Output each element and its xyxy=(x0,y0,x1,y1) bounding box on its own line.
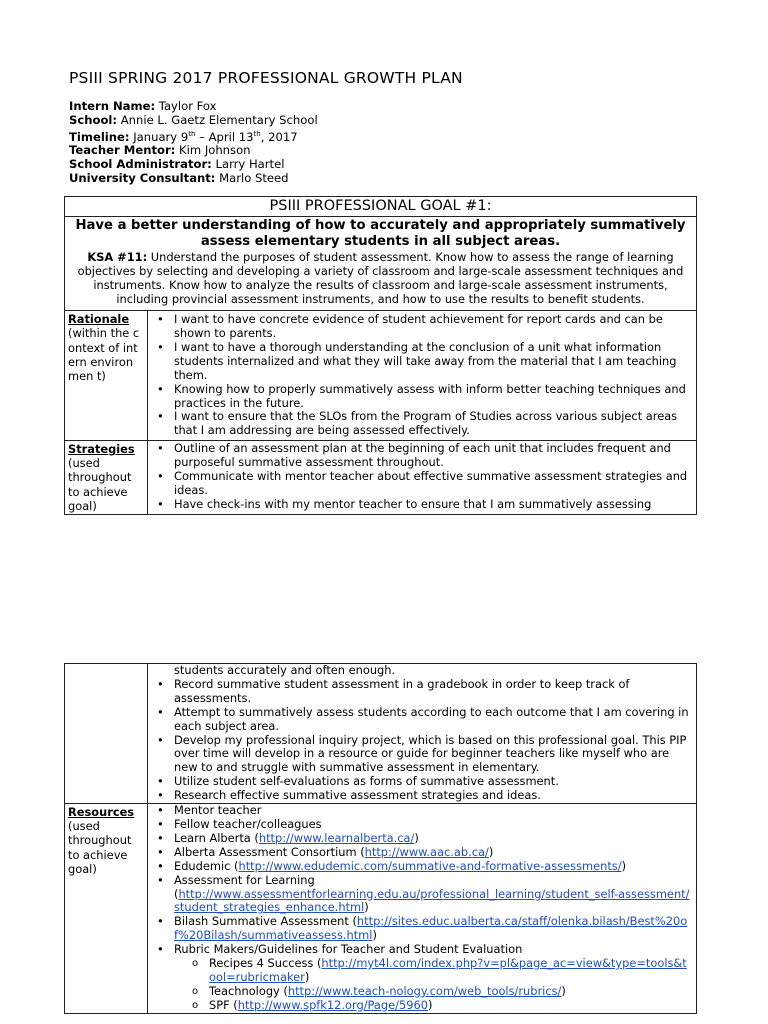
strategies-continued-label-cell xyxy=(65,664,148,804)
list-item: • Utilize student self-evaluations as forms of summative assessment. xyxy=(174,775,693,789)
list-item: • Develop my professional inquiry project, which is based on this professional goal. This PIP over time will develop in a resource or guide for beginner teachers like myself who are new to and struggle with summative assessment in elementary. xyxy=(174,734,693,776)
list-item: • Attempt to summatively assess students according to each outcome that I am covering in each subject area. xyxy=(174,706,693,734)
goal-statement: Have a better understanding of how to accurately and appropriately summatively assess elementary students in all subject areas. xyxy=(75,218,686,250)
rationale-content-cell xyxy=(148,311,697,441)
edudemic-link[interactable]: http://www.edudemic.com/summative-and-formative-assessments/ xyxy=(238,858,622,873)
bilash-link[interactable]: http://sites.educ.ualberta.ca/staff/olenka.bilash/Best%20of%20Bilash/summativeassess.html xyxy=(174,914,688,943)
consultant-line: University Consultant: Marlo Steed xyxy=(69,170,289,185)
list-item: • Knowing how to properly summatively assess with inform better teaching techniques and practices in the future. xyxy=(174,383,693,411)
strategies-label: Strategies xyxy=(68,441,135,456)
rationale-label-cell xyxy=(65,311,148,441)
list-item: • Edudemic (http://www.edudemic.com/summative-and-formative-assessments/) xyxy=(174,860,693,874)
rationale-label: Rationale xyxy=(68,312,130,327)
resources-label: Resources xyxy=(68,805,135,820)
list-item: • Outline of an assessment plan at the beginning of each unit that includes frequent and purposeful summative assessment throughout. xyxy=(174,442,693,470)
learnalberta-link[interactable]: http://www.learnalberta.ca/ xyxy=(258,830,415,845)
admin-line: School Administrator: Larry Hartel xyxy=(69,157,285,172)
list-item: • Mentor teacher xyxy=(174,804,693,818)
strategies-content-cell xyxy=(148,440,697,514)
recipes-4-success-link[interactable]: http://myt4l.com/index.php?v=pl&page_ac=view&type=tools&tool=rubricmaker xyxy=(209,956,687,984)
timeline-line: Timeline: January 9th – April 13th, 2017 xyxy=(69,129,298,144)
list-item: • Record summative student assessment in a gradebook in order to keep track of assessments. xyxy=(174,678,693,706)
intern-name-line: Intern Name: Taylor Fox xyxy=(69,99,217,113)
sub-list-item: o Recipes 4 Success (http://myt4l.com/index.php?v=pl&page_ac=view&type=tools&tool=rubricmaker) xyxy=(209,957,693,985)
list-item: • Have check-ins with my mentor teacher to ensure that I am summatively assessing xyxy=(174,498,693,512)
list-item: • I want to have concrete evidence of student achievement for report cards and can be shown to parents. xyxy=(174,313,693,341)
list-item: • Bilash Summative Assessment (http://sites.educ.ualberta.ca/staff/olenka.bilash/Best%20of%20Bilash/summativeassess.html) xyxy=(174,915,693,943)
rationale-note: (within the context of intern environmen t) xyxy=(68,326,140,383)
aac-link[interactable]: http://www.aac.ab.ca/ xyxy=(364,844,489,859)
school-line: School: Annie L. Gaetz Elementary School xyxy=(69,112,318,127)
resources-label-cell xyxy=(65,804,148,1014)
goal-table-page2 xyxy=(64,663,697,1014)
list-item: • Assessment for Learning (http://www.assessmentforlearning.edu.au/professional_learning/student_self-assessment/student_strategies_enhance.html) xyxy=(174,874,693,916)
mentor-line: Teacher Mentor: Kim Johnson xyxy=(69,143,251,158)
strategies-note: (used throughout to achieve goal) xyxy=(68,456,132,513)
sub-list-item: o SPF (http://www.spfk12.org/Page/5960) xyxy=(209,999,693,1013)
ksa-text: KSA #11: Understand the purposes of student assessment. Know how to assess the range of learning objectives by selecting and developing a variety of classroom and large-scale assessment techniques and instruments. Know how to analyze the results of classroom and large-scale assessment instruments, including provincial assessment instruments, and how to use the results to benefit students. xyxy=(77,250,684,306)
list-item: • Research effective summative assessment strategies and ideas. xyxy=(174,789,693,803)
assessment-for-learning-link[interactable]: http://www.assessmentforlearning.edu.au/professional_learning/student_self-assessment/student_strategies_enhance.html xyxy=(174,886,690,915)
document-title: PSIII SPRING 2017 PROFESSIONAL GROWTH PLAN xyxy=(69,69,463,87)
goal-heading: PSIII PROFESSIONAL GOAL #1: xyxy=(65,197,697,217)
list-item: • I want to ensure that the SLOs from the Program of Studies across various subject areas that I am addressing are being assessed effectively. xyxy=(174,410,693,438)
strategies-label-cell xyxy=(65,440,148,514)
strategies-continued-text: students accurately and often enough. xyxy=(174,663,396,677)
list-item: • I want to have a thorough understanding at the conclusion of a unit what information students internalized and what they will take away from the material that I am teaching them. xyxy=(174,341,693,383)
sub-list-item: o Teachnology (http://www.teach-nology.com/web_tools/rubrics/) xyxy=(209,985,693,999)
list-item: • Alberta Assessment Consortium (http://www.aac.ab.ca/) xyxy=(174,846,693,860)
goal-table-page1 xyxy=(64,196,697,515)
spf-link[interactable]: http://www.spfk12.org/Page/5960 xyxy=(237,997,428,1012)
intern-info xyxy=(69,100,318,186)
list-item: • Communicate with mentor teacher about effective summative assessment strategies and ideas. xyxy=(174,470,693,498)
resources-content-cell xyxy=(148,804,697,1014)
teachnology-link[interactable]: http://www.teach-nology.com/web_tools/rubrics/ xyxy=(287,983,562,998)
goal-description-cell xyxy=(65,217,697,311)
list-item: • Rubric Makers/Guidelines for Teacher and Student Evaluation o Recipes 4 Success (http://myt4l.com/index.php?v=pl&page_ac=view&type=tools&tool=rubricmaker) o Teachnology (http://www.teach-nology.com/web_tools/rubrics/) o SPF (http://www.spfk12.org/Page/5960) xyxy=(174,943,693,1013)
resources-note: (used throughout to achieve goal) xyxy=(68,819,132,876)
list-item: • Fellow teacher/colleagues xyxy=(174,818,693,832)
list-item: • Learn Alberta (http://www.learnalberta.ca/) xyxy=(174,832,693,846)
strategies-continued-cell xyxy=(148,664,697,804)
